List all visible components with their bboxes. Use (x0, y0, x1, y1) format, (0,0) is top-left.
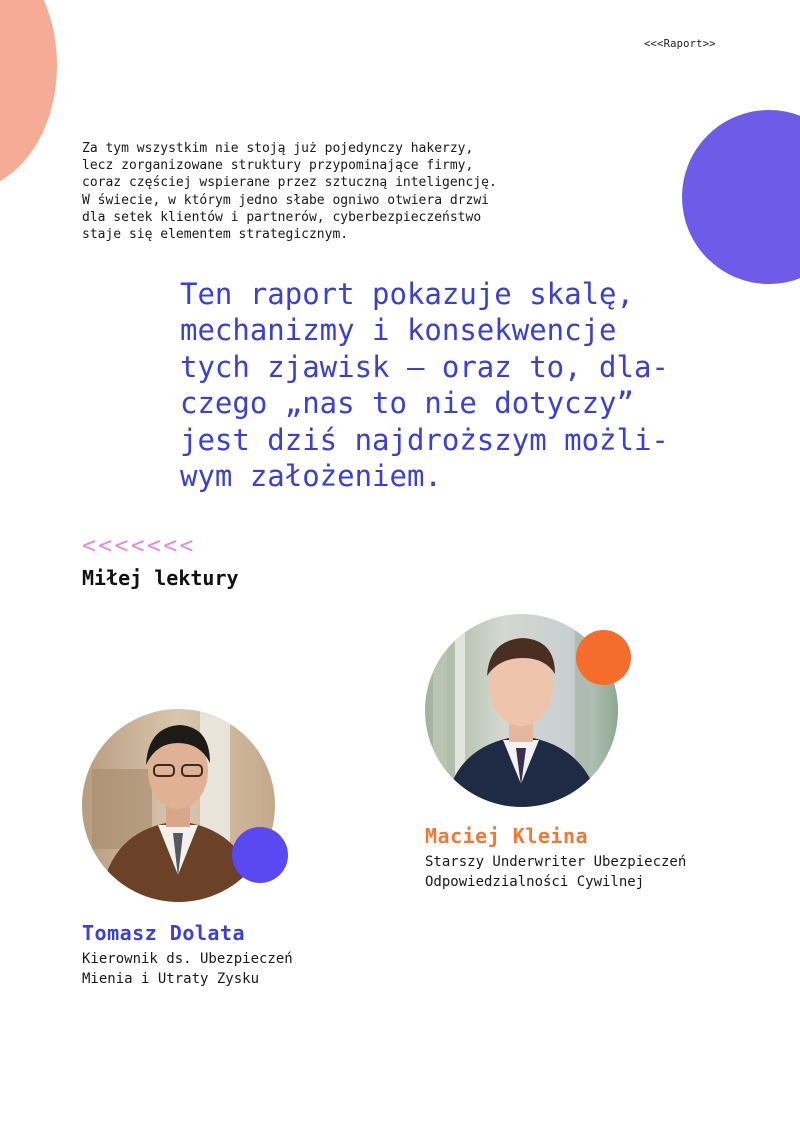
quote-line: wym założeniem. (180, 459, 442, 494)
quote-line: jest dziś najdroższym możli- (180, 422, 669, 457)
quote-line: mechanizmy i konsekwencje (180, 313, 617, 348)
intro-line: W świecie, w którym jedno słabe ogniwo otwiera drzwi (82, 192, 489, 208)
person-role-maciej (425, 852, 686, 892)
quote-line: Ten raport pokazuje skalę, (180, 277, 634, 311)
section-tag: <<<Raport>> (644, 38, 716, 50)
role-line: Odpowiedzialności Cywilnej (425, 874, 645, 890)
intro-line: coraz częściej wspierane przez sztuczną inteligencję. (82, 175, 497, 191)
role-line: Starszy Underwriter Ubezpieczeń (425, 854, 687, 870)
closing-greeting: Miłej lektury (82, 566, 239, 590)
intro-line: staje się elementem strategicznym. (82, 227, 349, 243)
intro-line: Za tym wszystkim nie stoją już pojedynczy hakerzy, (82, 141, 474, 156)
quote-line: czego „nas to nie dotyczy” (180, 386, 634, 421)
chevron-decoration: <<<<<<< (82, 533, 196, 559)
intro-paragraph (82, 140, 552, 243)
decorative-orange-dot (576, 630, 631, 685)
decorative-purple-circle (682, 110, 800, 284)
decorative-violet-dot (232, 827, 288, 883)
person-name-maciej: Maciej Kleina (425, 824, 589, 848)
decorative-peach-circle (0, 0, 57, 190)
quote-line: tych zjawisk — oraz to, dla- (180, 349, 669, 384)
intro-line: dla setek klientów i partnerów, cyberbezpieczeństwo (82, 209, 482, 225)
person-role-tomasz (82, 949, 293, 989)
pull-quote (180, 276, 740, 494)
role-line: Mienia i Utraty Zysku (82, 971, 260, 987)
person-name-tomasz: Tomasz Dolata (82, 921, 246, 945)
intro-line: lecz zorganizowane struktury przypominające firmy, (82, 158, 474, 174)
role-line: Kierownik ds. Ubezpieczeń (82, 951, 293, 967)
